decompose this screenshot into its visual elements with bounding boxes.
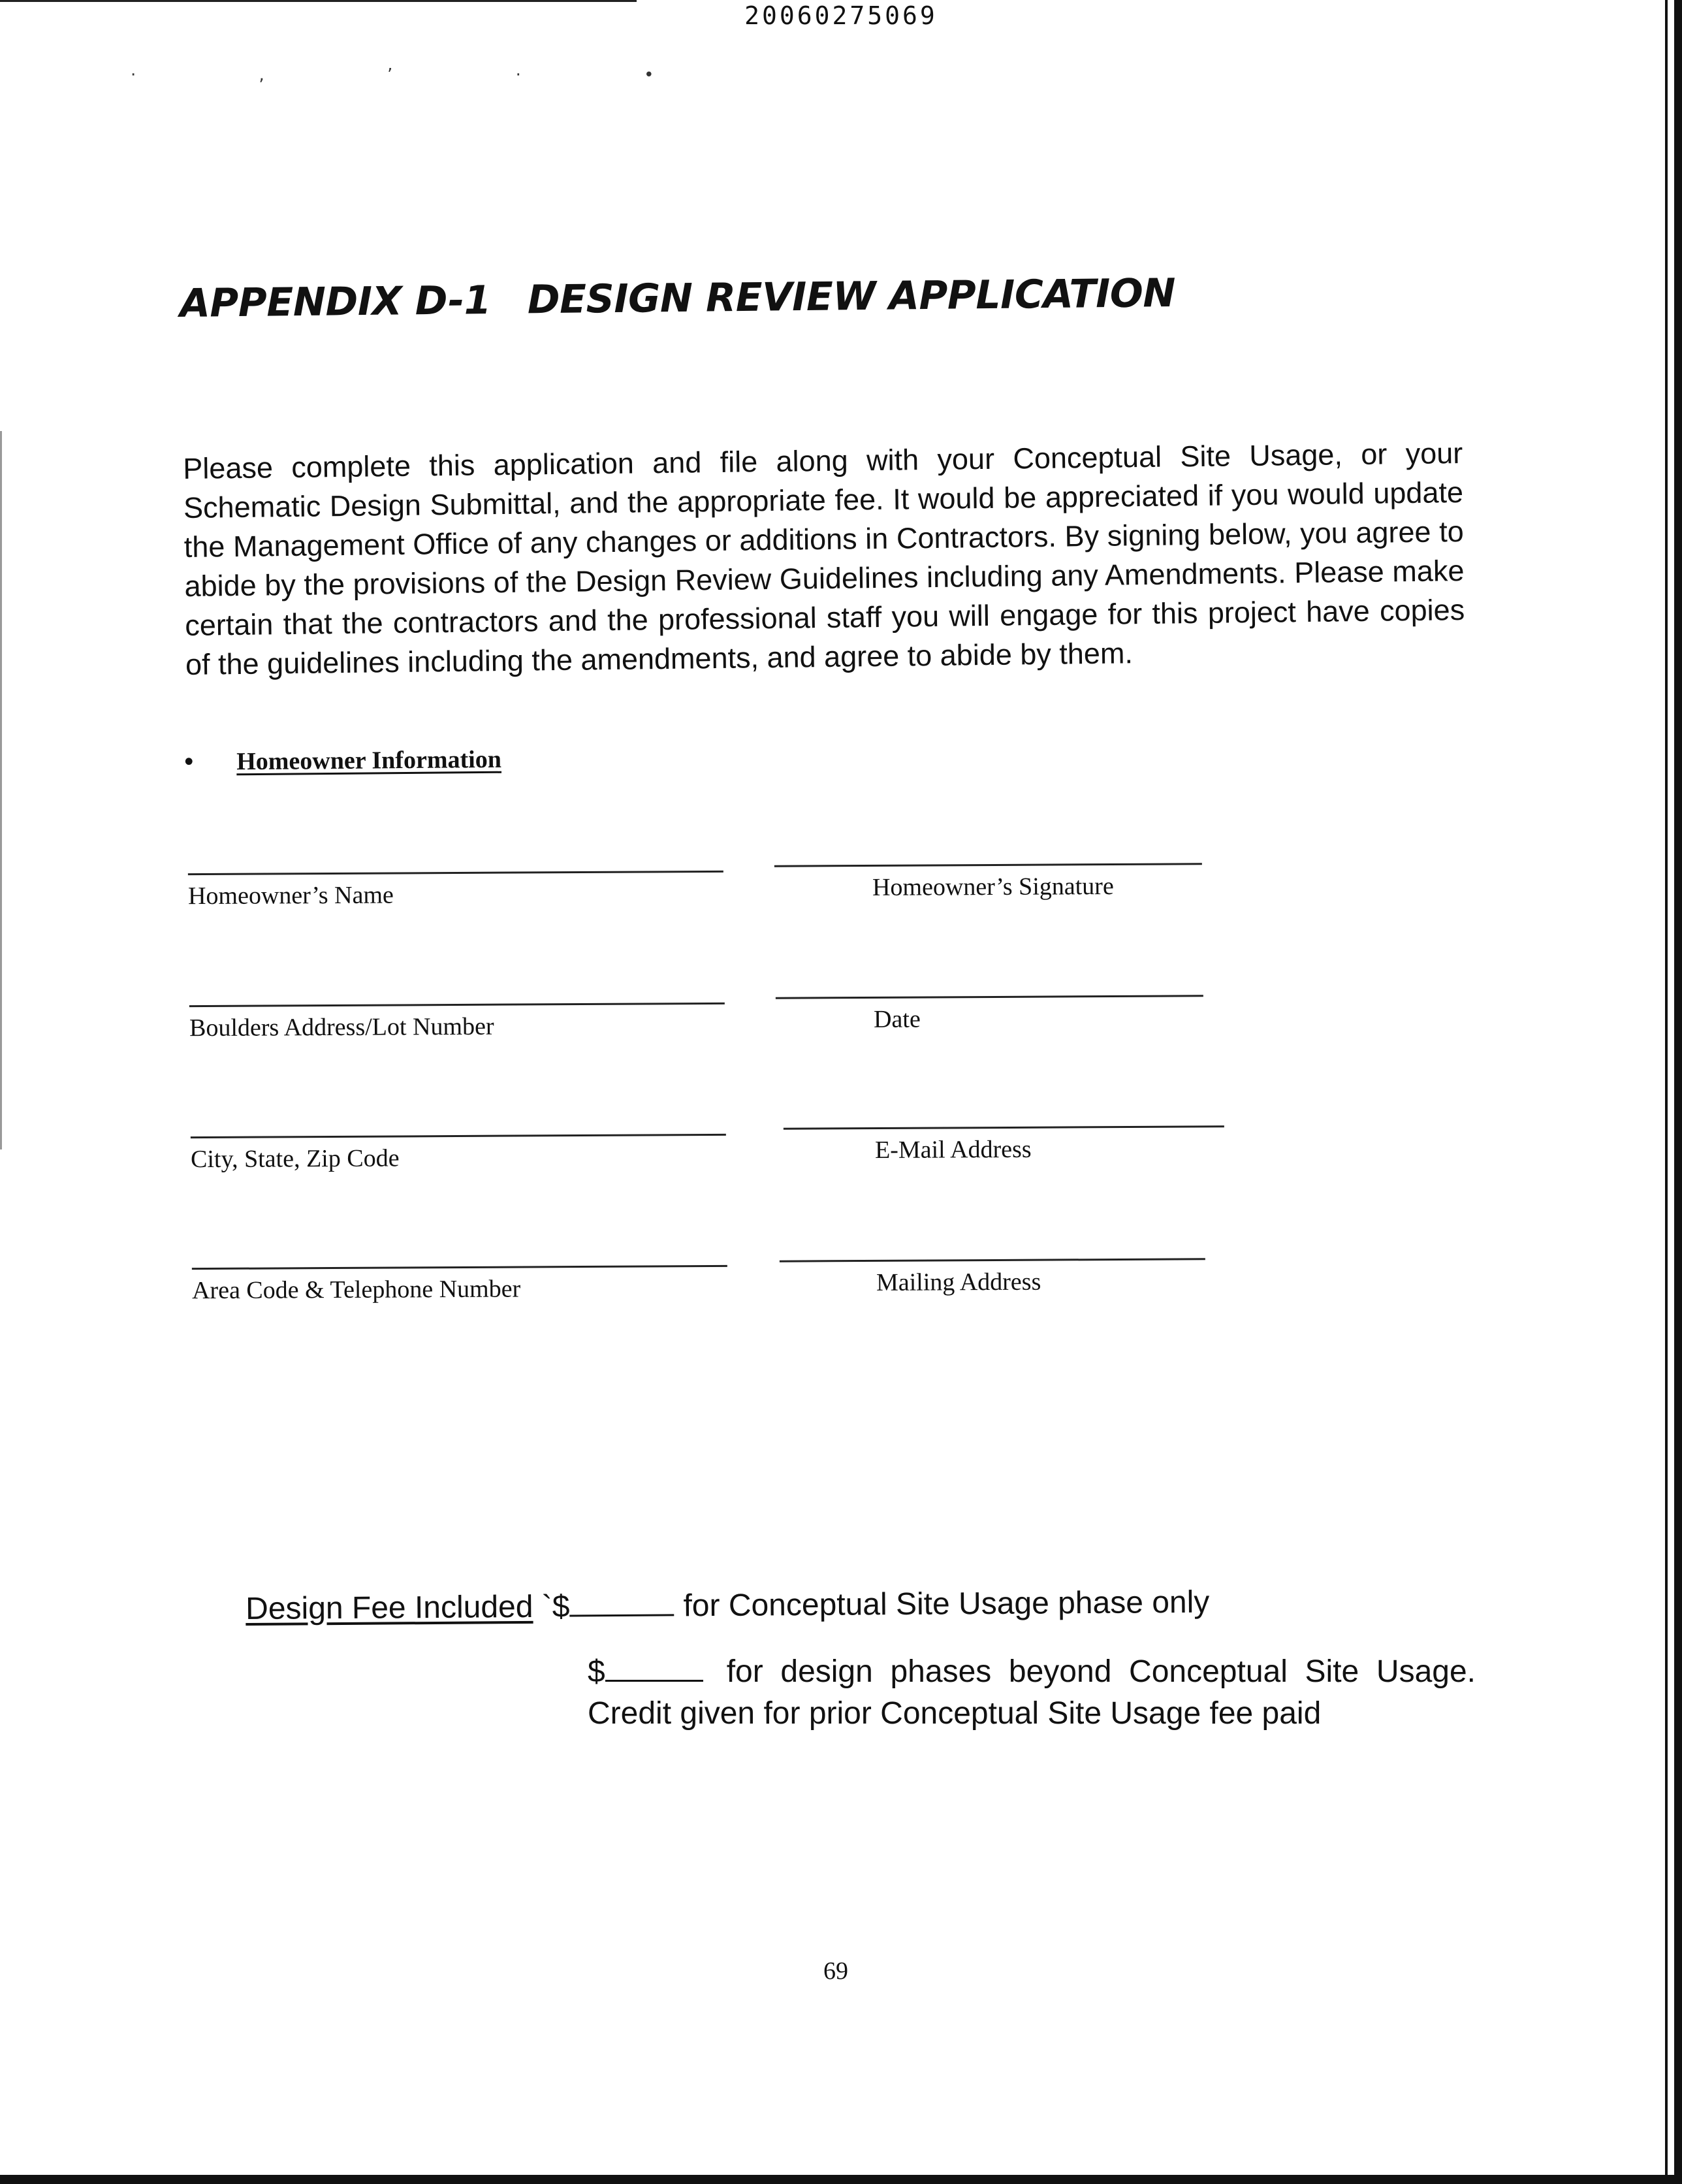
signature-line [784, 1125, 1224, 1130]
signature-line [192, 1265, 727, 1270]
design-fee-row-2 [588, 1651, 1476, 1735]
field-label: Boulders Address/Lot Number [189, 1012, 494, 1042]
section-homeowner-information [184, 743, 501, 777]
field-label: Mailing Address [876, 1268, 1041, 1296]
scan-border-bottom [0, 2175, 1682, 2184]
date-field[interactable] [776, 995, 1203, 1034]
signature-line [188, 871, 723, 875]
intro-paragraph: Please complete this application and file along with your Conceptual Site Usage, or your Schematic Design Submittal, and the appropriate fee. It would be appreciated if you would update the Management Office of any changes or additions in Contractors. By signing below, you agree to abide by the provisions of the Design Review Guidelines including any Amendments. Please make certain that the contractors and the professional staff you will engage for this project have copies of the guidelines including the amendments, and agree to abide by them. [183, 436, 1465, 681]
telephone-field[interactable] [192, 1265, 727, 1305]
email-field[interactable] [784, 1125, 1224, 1165]
homeowner-name-field[interactable] [188, 871, 723, 910]
signature-line [780, 1258, 1205, 1262]
title-name: DESIGN REVIEW APPLICATION [527, 270, 1176, 323]
fee-amount-blank[interactable] [569, 1589, 674, 1616]
signature-line [776, 995, 1203, 999]
title-appendix: APPENDIX D-1 [180, 278, 492, 327]
page-number: 69 [823, 1957, 848, 1985]
fee-description: for design phases beyond Conceptual Site Usage. Credit given for prior Conceptual Site Usage fee paid [588, 1654, 1476, 1731]
page-title [180, 270, 1225, 327]
scan-specks: · , ’ · • [131, 65, 713, 85]
field-label: City, State, Zip Code [190, 1144, 400, 1174]
field-label: Homeowner’s Name [187, 881, 394, 910]
scan-border-left [0, 431, 2, 1149]
section-heading: Homeowner Information [236, 745, 502, 776]
city-state-zip-field[interactable] [191, 1134, 726, 1174]
design-fee-row-1 [246, 1584, 1209, 1627]
design-fee-label: Design Fee Included [246, 1589, 533, 1626]
scan-border-right [1674, 0, 1682, 2184]
mailing-address-field[interactable] [780, 1258, 1205, 1297]
fee-prefix: $ [588, 1654, 605, 1689]
field-label: Homeowner’s Signature [872, 872, 1114, 901]
fee-prefix: `$ [541, 1589, 570, 1624]
homeowner-signature-field[interactable] [774, 863, 1202, 902]
signature-line [191, 1134, 726, 1138]
signature-line [189, 1003, 725, 1007]
field-label: Date [873, 1005, 921, 1033]
signature-line [774, 863, 1202, 867]
address-lot-field[interactable] [189, 1003, 725, 1042]
field-label: Area Code & Telephone Number [191, 1275, 521, 1305]
bullet: • [184, 746, 194, 776]
fee-description: for Conceptual Site Usage phase only [683, 1584, 1210, 1624]
scan-border-right-inner [1665, 0, 1668, 2184]
field-label: E-Mail Address [874, 1135, 1032, 1164]
document-id: 20060275069 [744, 1, 938, 30]
fee-amount-blank[interactable] [605, 1655, 703, 1682]
